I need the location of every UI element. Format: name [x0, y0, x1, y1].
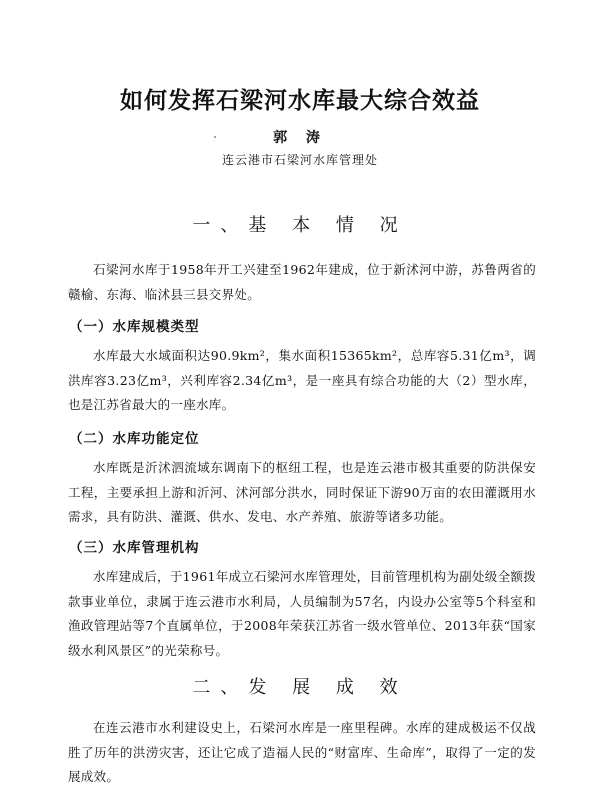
paragraph-achievements: 在连云港市水利建设史上，石梁河水库是一座里程碑。水库的建成极运不仅战胜了历年的洪涝灾害，还让它成了造福人民的“财富库、生命库”，取得了一定的发展成效。	[68, 720, 536, 784]
paragraph-management: 水库建成后，于1961年成立石梁河水库管理处，目前管理机构为副处级全额拨款事业单位，隶属于连云港市水利局，人员编制为57名，内设办公室等5个科室和渔政管理站等7个直属单位，于2008年荣获江苏省一级水管单位、2013年获“国家级水利风景区”的光荣称号。	[68, 569, 536, 658]
section-heading-achievements: 二、发 展 成 效	[192, 677, 408, 698]
scan-speck	[214, 136, 216, 138]
paragraph-function: 水库既是沂沭泗流域东调南下的枢纽工程，也是连云港市极其重要的防洪保安工程，主要承担上游和沂河、沭河部分洪水，同时保证下游90万亩的农田灌溉用水需求，具有防洪、灌溉、供水、发电、水产养殖、旅游等诸多功能。	[68, 460, 536, 524]
subsection-heading-function: （二）水库功能定位	[69, 431, 200, 447]
section-heading-basic-info: 一、基 本 情 况	[192, 215, 408, 236]
subsection-heading-scale: （一）水库规模类型	[69, 319, 200, 335]
author-affiliation: 连云港市石梁河水库管理处	[221, 153, 378, 167]
paragraph-intro: 石梁河水库于1958年开工兴建至1962年建成，位于新沭河中游，苏鲁两省的赣榆、东海、临沭县三县交界处。	[68, 262, 536, 302]
article-title: 如何发挥石梁河水库最大综合效益	[120, 87, 480, 114]
subsection-heading-management: （三）水库管理机构	[69, 540, 200, 556]
author-name: 郭 涛	[273, 130, 327, 146]
paragraph-scale: 水库最大水域面积达90.9km²，集水面积15365km²，总库容5.31亿m³，调洪库容3.23亿m³，兴利库容2.34亿m³，是一座具有综合功能的大（2）型水库，也是江苏省最大的一座水库。	[68, 348, 536, 412]
